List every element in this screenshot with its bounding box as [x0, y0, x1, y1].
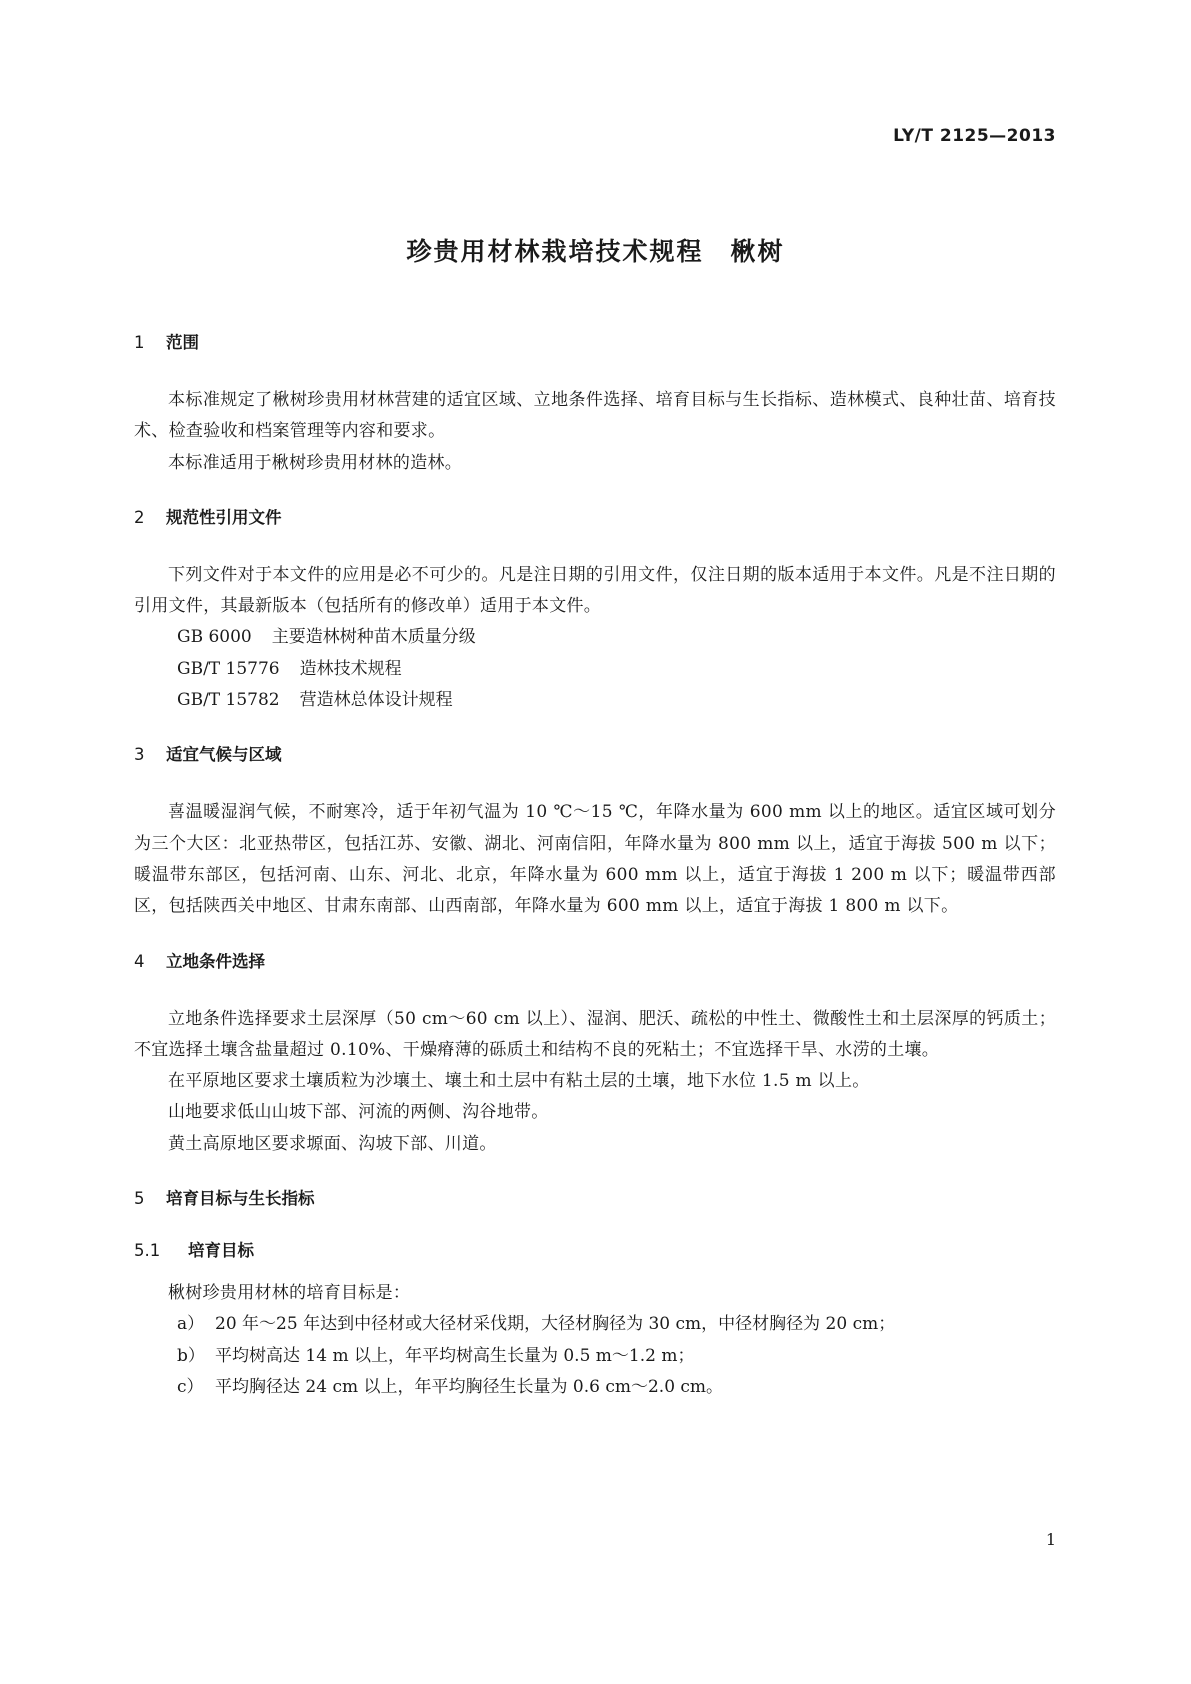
- paragraph: 立地条件选择要求土层深厚（50 cm～60 cm 以上）、湿润、肥沃、疏松的中性土、微酸性土和土层深厚的钙质土；不宜选择土壤含盐量超过 0.10%、干燥瘠薄的砾质土和结构不良的死粘土；不宜选择干旱、水涝的土壤。: [134, 1008, 1056, 1060]
- reference-code: GB/T 15782: [177, 690, 280, 711]
- paragraph: 本标准规定了楸树珍贵用材林营建的适宜区域、立地条件选择、培育目标与生长指标、造林模式、良种壮苗、培育技术、检查验收和档案管理等内容和要求。: [134, 390, 1056, 442]
- list-marker: c）: [177, 1376, 204, 1397]
- section-title: 规范性引用文件: [166, 507, 282, 527]
- page-number: 1: [1045, 1530, 1056, 1549]
- section-number: 4: [134, 951, 145, 971]
- section-title: 培育目标与生长指标: [166, 1189, 315, 1209]
- list-item: [134, 1341, 1056, 1372]
- standard-code: LY/T 2125—2013: [893, 126, 1056, 146]
- paragraph: 喜温暖湿润气候，不耐寒冷，适于年初气温为 10 ℃～15 ℃，年降水量为 600 mm 以上的地区。适宜区域可划分为三个大区：北亚热带区，包括江苏、安徽、湖北、河南信阳，年降水量为 800 mm 以上，适宜于海拔 500 m 以下；暖温带东部区，包括河南、山东、河北、北京，年降水量为 600 mm 以上，适宜于海拔 1 200 m 以下；暖温带西部区，包括陕西关中地区、甘肃东南部、山西南部，年降水量为 600 mm 以上，适宜于海拔 1 800 m 以下。: [134, 802, 1056, 917]
- list-marker: a）: [177, 1314, 205, 1335]
- section-1-heading: [134, 330, 1056, 356]
- list-text: 20 年～25 年达到中径材或大径材采伐期，大径材胸径为 30 cm，中径材胸径为 20 cm；: [215, 1314, 896, 1335]
- list-text: 平均树高达 14 m 以上，年平均树高生长量为 0.5 m～1.2 m；: [215, 1345, 695, 1366]
- list-item: [134, 1309, 1056, 1340]
- reference-name: 造林技术规程: [299, 658, 402, 679]
- section-5-1-heading: [134, 1238, 1056, 1264]
- section-title: 培育目标: [188, 1241, 254, 1261]
- section-number: 5.1: [134, 1241, 161, 1261]
- paragraph: 楸树珍贵用材林的培育目标是：: [168, 1283, 411, 1304]
- paragraph: 本标准适用于楸树珍贵用材林的造林。: [168, 452, 463, 473]
- paragraph: 山地要求低山山坡下部、河流的两侧、沟谷地带。: [168, 1102, 549, 1123]
- section-title: 范围: [166, 333, 199, 352]
- section-number: 2: [134, 507, 145, 527]
- reference-name: 主要造林树种苗木质量分级: [271, 627, 476, 648]
- list-item: [134, 1372, 1056, 1403]
- list-text: 平均胸径达 24 cm 以上，年平均胸径生长量为 0.6 cm～2.0 cm。: [215, 1376, 724, 1397]
- paragraph: 在平原地区要求土壤质粒为沙壤土、壤土和土层中有粘土层的土壤，地下水位 1.5 m 以上。: [168, 1071, 870, 1092]
- section-5-heading: [134, 1186, 1056, 1212]
- section-title: 立地条件选择: [166, 951, 265, 971]
- section-number: 3: [134, 745, 145, 765]
- section-3-heading: [134, 742, 1056, 768]
- reference-code: GB 6000: [177, 627, 252, 648]
- reference-name: 营造林总体设计规程: [299, 690, 453, 711]
- section-4-heading: [134, 949, 1056, 975]
- reference-item: [134, 654, 1056, 685]
- reference-item: [134, 622, 1056, 653]
- section-number: 1: [134, 333, 145, 352]
- paragraph: 黄土高原地区要求塬面、沟坡下部、川道。: [168, 1133, 497, 1154]
- section-title: 适宜气候与区域: [166, 745, 282, 765]
- document-body: [134, 330, 1056, 1403]
- reference-code: GB/T 15776: [177, 658, 280, 679]
- section-2-heading: [134, 505, 1056, 531]
- section-number: 5: [134, 1189, 145, 1209]
- reference-item: [134, 685, 1056, 716]
- list-marker: b）: [177, 1345, 205, 1366]
- document-title: 珍贵用材林栽培技术规程 楸树: [406, 237, 785, 266]
- paragraph: 下列文件对于本文件的应用是必不可少的。凡是注日期的引用文件，仅注日期的版本适用于本文件。凡是不注日期的引用文件，其最新版本（包括所有的修改单）适用于本文件。: [134, 564, 1056, 617]
